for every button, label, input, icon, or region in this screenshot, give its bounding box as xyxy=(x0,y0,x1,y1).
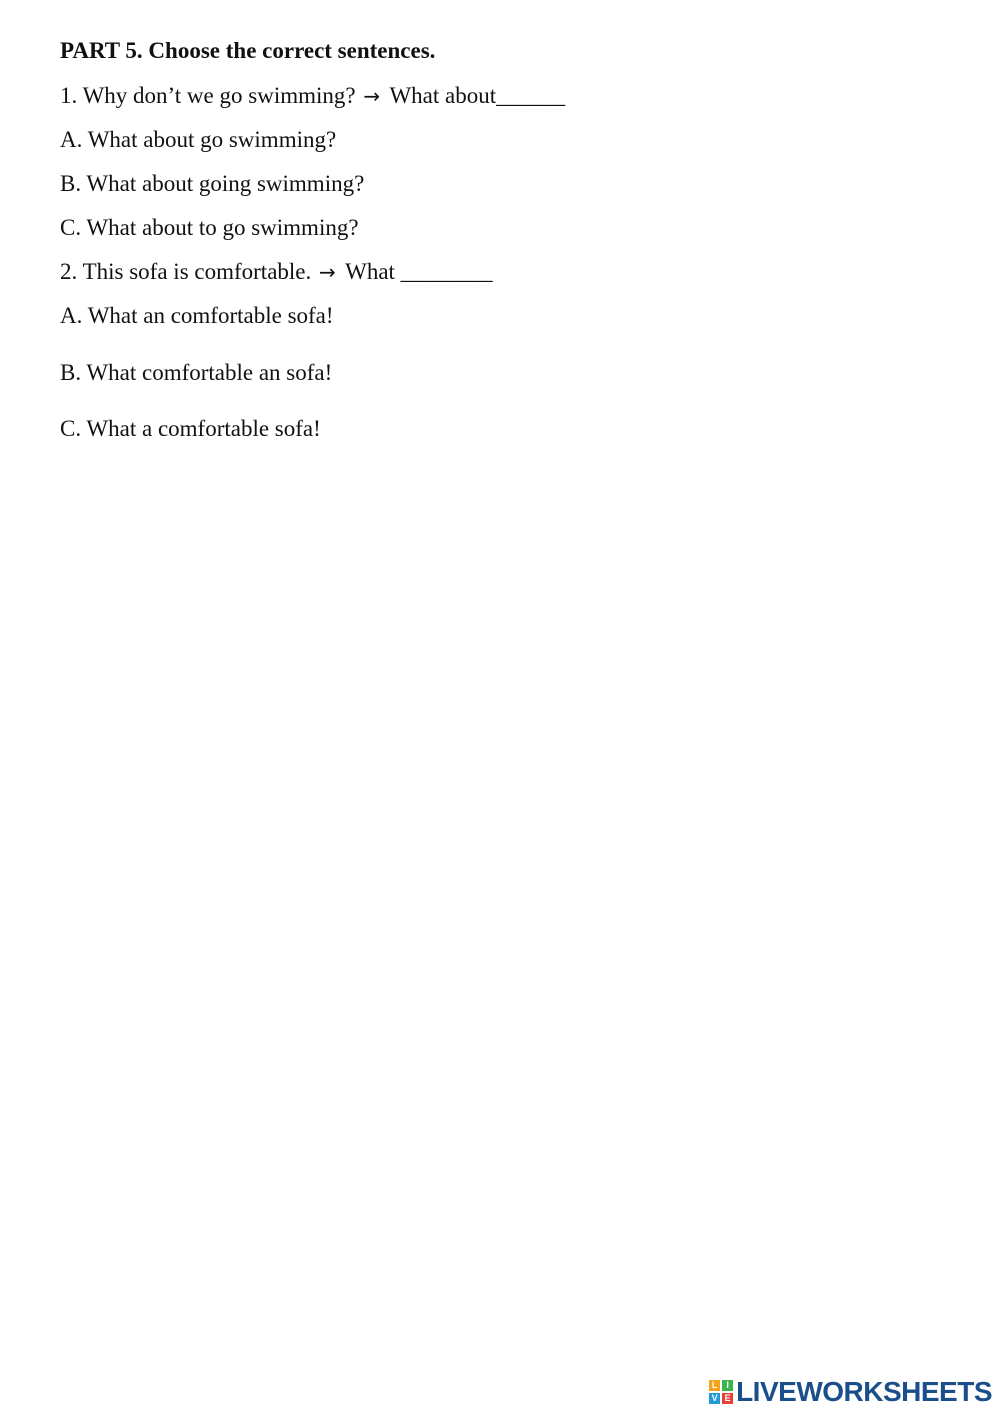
logo-letter-i: I xyxy=(722,1380,733,1391)
question-2 xyxy=(60,258,493,286)
logo-mark-icon xyxy=(709,1380,733,1404)
question-2-prompt: This sofa is comfortable. xyxy=(82,259,312,284)
question-1-option-c[interactable]: C. What about to go swimming? xyxy=(60,215,359,240)
logo-letter-l: L xyxy=(709,1380,720,1391)
question-1-option-a[interactable]: A. What about go swimming? xyxy=(60,127,337,152)
question-2-option-c[interactable]: C. What a comfortable sofa! xyxy=(60,416,321,441)
question-2-option-a[interactable]: A. What an comfortable sofa! xyxy=(60,303,334,328)
arrow-right-icon: → xyxy=(319,260,336,284)
question-1-prompt: Why don’t we go swimming? xyxy=(82,83,356,108)
worksheet-title: PART 5. Choose the correct sentences. xyxy=(60,38,436,63)
logo-text: LIVEWORKSHEETS xyxy=(736,1376,992,1407)
question-1-option-b[interactable]: B. What about going swimming? xyxy=(60,171,365,196)
question-2-number: 2. xyxy=(60,259,78,284)
question-2-completion: What ________ xyxy=(345,259,493,284)
logo-letter-v: V xyxy=(709,1393,720,1404)
question-2-option-b[interactable]: B. What comfortable an sofa! xyxy=(60,360,333,385)
logo-letter-e: E xyxy=(722,1393,733,1404)
question-1 xyxy=(60,82,565,110)
arrow-right-icon: → xyxy=(363,84,381,108)
question-1-completion: What about______ xyxy=(389,83,566,108)
question-1-number: 1. xyxy=(60,83,78,108)
liveworksheets-logo xyxy=(709,1377,992,1407)
